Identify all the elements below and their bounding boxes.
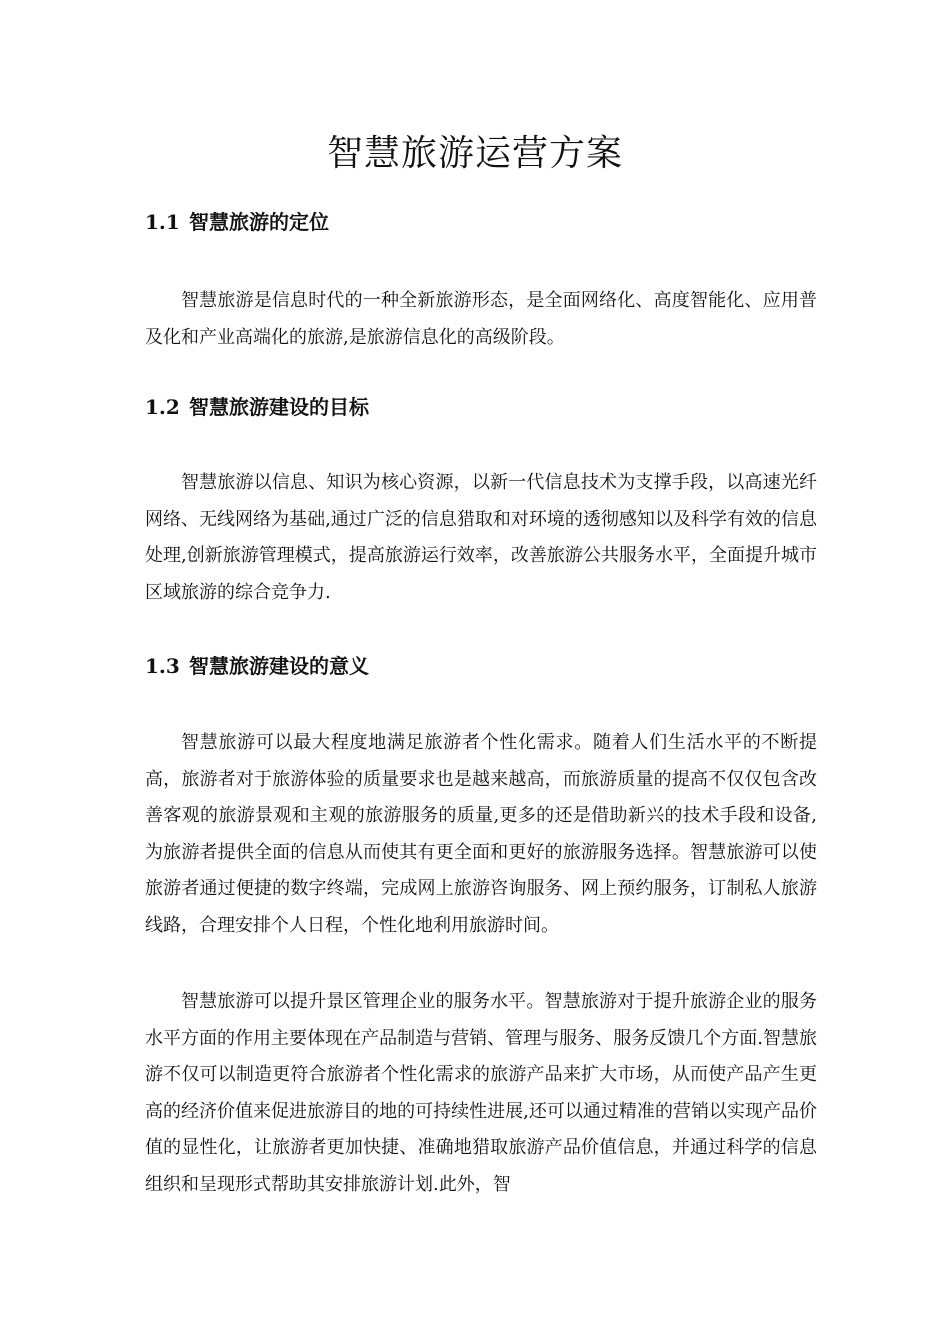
section-number: 1.1 [145,210,180,234]
section-number: 1.3 [145,654,180,678]
section-heading-1-3 [145,652,369,680]
paragraph: 智慧旅游是信息时代的一种全新旅游形态，是全面网络化、高度智能化、应用普及化和产业高端化的旅游,是旅游信息化的高级阶段。 [145,290,817,348]
section-title: 智慧旅游的定位 [189,210,329,234]
paragraph: 智慧旅游可以提升景区管理企业的服务水平。智慧旅游对于提升旅游企业的服务水平方面的作用主要体现在产品制造与营销、管理与服务、服务反馈几个方面.智慧旅游不仅可以制造更符合旅游者个性化需求的旅游产品来扩大市场，从而使产品产生更高的经济价值来促进旅游目的地的可持续性进展,还可以通过精准的营销以实现产品价值的显性化，让旅游者更加快捷、准确地猎取旅游产品价值信息，并通过科学的信息组织和呈现形式帮助其安排旅游计划.此外，智 [145,991,817,1195]
section-title: 智慧旅游建设的目标 [189,395,369,419]
document-title: 智慧旅游运营方案 [326,133,623,174]
section-title: 智慧旅游建设的意义 [189,654,369,678]
section-heading-1-2 [145,393,369,421]
section-heading-1-1 [145,208,329,236]
paragraph: 智慧旅游以信息、知识为核心资源，以新一代信息技术为支撑手段，以高速光纤网络、无线网络为基础,通过广泛的信息猎取和对环境的透彻感知以及科学有效的信息处理,创新旅游管理模式，提高旅游运行效率，改善旅游公共服务水平，全面提升城市区域旅游的综合竞争力. [145,472,817,603]
paragraph: 智慧旅游可以最大程度地满足旅游者个性化需求。随着人们生活水平的不断提高，旅游者对于旅游体验的质量要求也是越来越高，而旅游质量的提高不仅仅包含改善客观的旅游景观和主观的旅游服务的质量,更多的还是借助新兴的技术手段和设备,为旅游者提供全面的信息从而使其有更全面和更好的旅游服务选择。智慧旅游可以使旅游者通过便捷的数字终端，完成网上旅游咨询服务、网上预约服务，订制私人旅游线路，合理安排个人日程，个性化地利用旅游时间。 [145,732,817,936]
section-number: 1.2 [145,395,180,419]
